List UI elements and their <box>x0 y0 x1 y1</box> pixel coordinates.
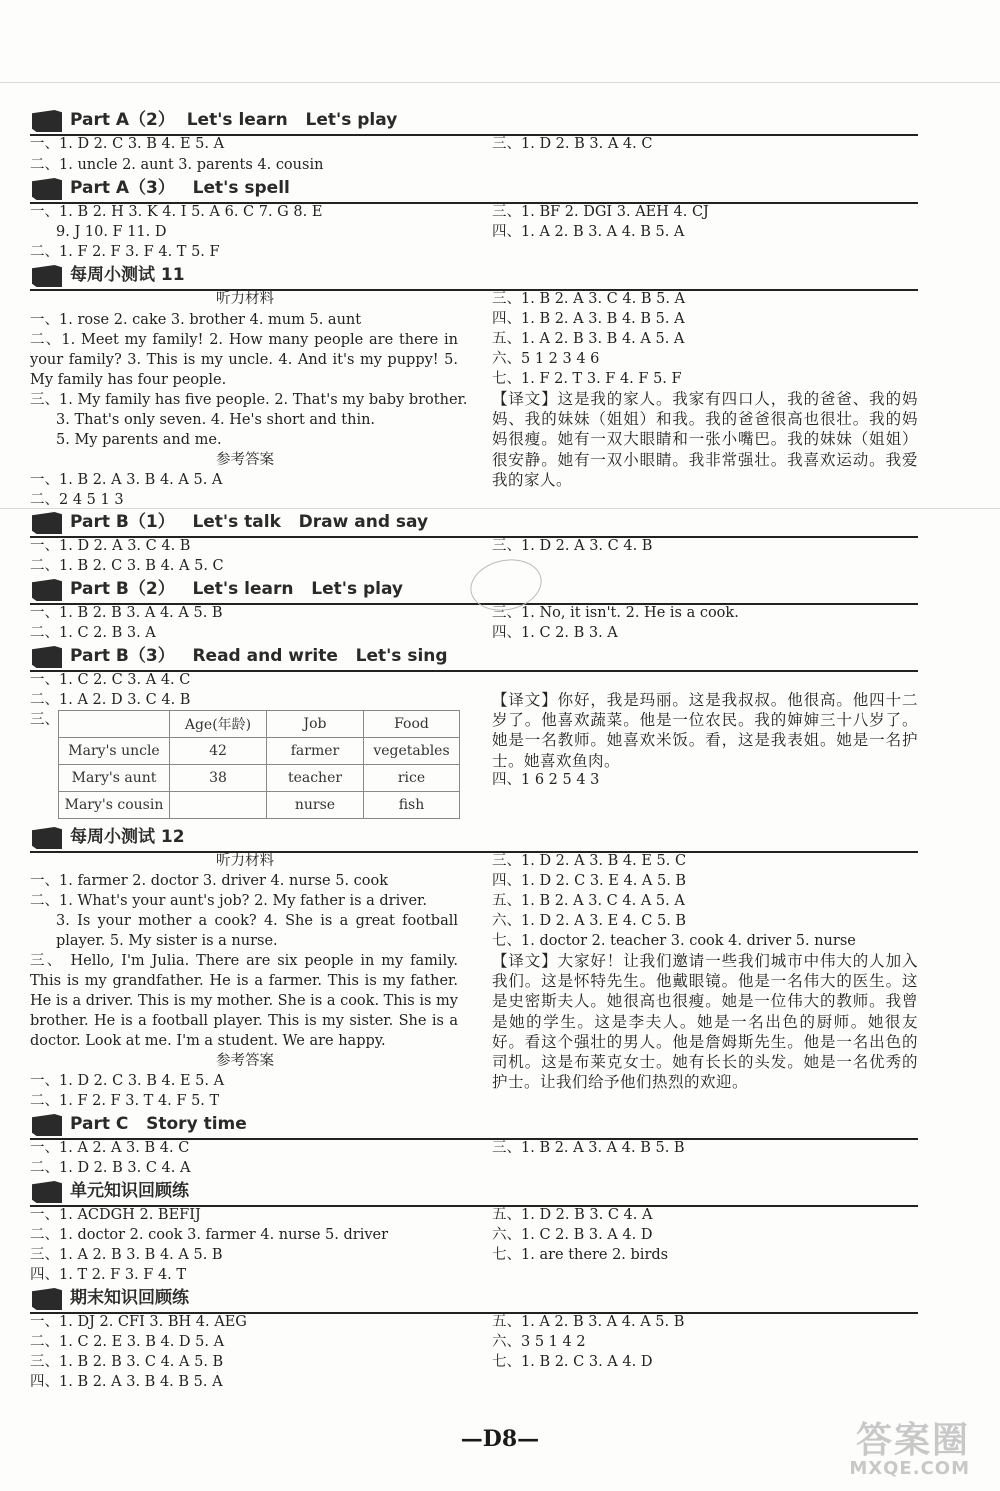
table-cell: fish <box>364 792 460 819</box>
section-title: Part A（2） Let's learn Let's play <box>70 110 398 130</box>
answer-line: 四、1. D 2. C 3. E 4. A 5. B <box>492 873 687 889</box>
table-cell: Job <box>267 711 364 738</box>
answers-heading: 参考答案 <box>216 1053 274 1069</box>
section-header <box>30 644 918 672</box>
answer-line: 四、1 6 2 5 4 3 <box>492 772 600 788</box>
answer-line: 三、1. BF 2. DGI 3. AEH 4. CJ <box>492 204 709 220</box>
listening-text: 二、1. Meet my family! 2. How many people are there in your family? 3. This is my uncle. 4. And it's my puppy! 5. My family has four people. <box>30 332 458 388</box>
flag-icon <box>32 178 62 200</box>
answer-line: 二、1. B 2. C 3. B 4. A 5. C <box>30 558 224 574</box>
answer-line: 三、1. B 2. A 3. A 4. B 5. B <box>492 1140 685 1156</box>
table-cell: Age(年龄) <box>170 711 267 738</box>
section-header <box>30 825 918 853</box>
answer-line: 二、1. F 2. F 3. T 4. F 5. T <box>30 1093 220 1109</box>
section-header <box>30 108 918 136</box>
watermark-url: MXQE.COM <box>849 1458 970 1479</box>
section-header <box>30 1179 918 1207</box>
answer-line: 一、1. B 2. B 3. A 4. A 5. B <box>30 605 223 621</box>
table-row <box>59 765 460 792</box>
answer-line: 三、1. B 2. B 3. C 4. A 5. B <box>30 1354 224 1370</box>
section-header <box>30 176 918 204</box>
answers-heading: 参考答案 <box>216 452 274 468</box>
answer-line: 一、1. D 2. C 3. B 4. E 5. A <box>30 1073 225 1089</box>
answer-line: 三、1. No, it isn't. 2. He is a cook. <box>492 605 739 621</box>
table-cell: Mary's cousin <box>59 792 170 819</box>
answer-line: 二、1. C 2. B 3. A <box>30 625 156 641</box>
answer-line: 三、1. D 2. B 3. A 4. C <box>492 136 653 152</box>
section-header <box>30 1286 918 1314</box>
answer-line: 六、5 1 2 3 4 6 <box>492 351 600 367</box>
watermark <box>800 1412 980 1482</box>
answer-line: 一、1. farmer 2. doctor 3. driver 4. nurse 5. cook <box>30 873 389 889</box>
answer-line: 一、1. ACDGH 2. BEFIJ <box>30 1207 201 1223</box>
table-row <box>59 792 460 819</box>
listening-heading: 听力材料 <box>216 291 274 307</box>
table-header-row <box>59 711 460 738</box>
answer-line: 五、1. D 2. B 3. C 4. A <box>492 1207 653 1223</box>
answer-line: 四、1. C 2. B 3. A <box>492 625 618 641</box>
page-number: —D8— <box>460 1426 540 1452</box>
answer-line: 三、1. D 2. A 3. B 4. E 5. C <box>492 853 687 869</box>
flag-icon <box>32 1181 62 1203</box>
answer-line: 二、1. F 2. F 3. F 4. T 5. F <box>30 244 220 260</box>
answer-line: 9. J 10. F 11. D <box>56 224 167 240</box>
section-header <box>30 510 918 538</box>
flag-icon <box>32 1288 62 1310</box>
table-cell: nurse <box>267 792 364 819</box>
section-header <box>30 263 918 291</box>
flag-icon <box>32 1114 62 1136</box>
answer-line: 四、1. A 2. B 3. A 4. B 5. A <box>492 224 685 240</box>
answer-line: 二、1. A 2. D 3. C 4. B <box>30 692 191 708</box>
answer-line: 五、1. A 2. B 3. A 4. A 5. B <box>492 1314 685 1330</box>
listening-text: 3. Is your mother a cook? 4. She is a great football player. 5. My sister is a nurse. <box>56 913 458 949</box>
answer-line: 七、1. B 2. C 3. A 4. D <box>492 1354 653 1370</box>
translation-text: 【译文】大家好！让我们邀请一些我们城市中伟大的人加入我们。这是怀特先生。他戴眼镜。他是一名伟大的医生。这是史密斯夫人。她很高也很瘦。她是一位伟大的教师。我曾是她的学生。这是李夫人。她是一名出色的厨师。她很友好。看这个强壮的男人。他是詹姆斯先生。他是一名出色的司机。这是布莱克女士。她有长长的头发。她是一名优秀的护士。让我们给予他们热烈的欢迎。 <box>492 952 918 1092</box>
answer-line: 七、1. F 2. T 3. F 4. F 5. F <box>492 371 682 387</box>
flag-icon <box>32 646 62 668</box>
answer-line: 六、1. C 2. B 3. A 4. D <box>492 1227 653 1243</box>
watermark-logo: 答案圈 <box>855 1420 970 1461</box>
answer-line: 六、3 5 1 4 2 <box>492 1334 586 1350</box>
section-title: 期末知识回顾练 <box>70 1288 189 1308</box>
table-row <box>59 738 460 765</box>
flag-icon <box>32 110 62 132</box>
answer-line: 一、1. B 2. A 3. B 4. A 5. A <box>30 472 223 488</box>
divider <box>0 508 1000 509</box>
answer-line: 二、2 4 5 1 3 <box>30 492 124 508</box>
listening-line: 二、1. What's your aunt's job? 2. My father is a driver. <box>30 893 427 909</box>
answer-line: 一、1. C 2. C 3. A 4. C <box>30 672 191 688</box>
translation-text: 【译文】你好，我是玛丽。这是我叔叔。他很高。他四十二岁了。他喜欢蔬菜。他是一位农民。我的婶婶三十八岁了。她是一名教师。她喜欢米饭。看，这是我表姐。她是一名护士。她喜欢鱼肉。 <box>492 691 918 770</box>
section-title: Part B（2） Let's learn Let's play <box>70 579 404 599</box>
top-rule <box>0 82 1000 83</box>
table-cell: Food <box>364 711 460 738</box>
answer-line: 二、1. uncle 2. aunt 3. parents 4. cousin <box>30 157 324 173</box>
flag-icon <box>32 512 62 534</box>
answer-line: 一、1. DJ 2. CFI 3. BH 4. AEG <box>30 1314 247 1330</box>
section-title: Part A（3） Let's spell <box>70 178 290 198</box>
listening-line: 三、1. My family has five people. 2. That's my baby brother. <box>30 392 468 408</box>
info-table <box>58 710 460 819</box>
table-cell: 38 <box>170 765 267 792</box>
section-title: Part B（1） Let's talk Draw and say <box>70 512 429 532</box>
table-cell <box>170 792 267 819</box>
flag-icon <box>32 827 62 849</box>
listening-heading: 听力材料 <box>216 853 274 869</box>
flag-icon <box>32 265 62 287</box>
answer-line: 一、1. B 2. H 3. K 4. I 5. A 6. C 7. G 8. E <box>30 204 323 220</box>
answer-line: 一、1. D 2. A 3. C 4. B <box>30 538 191 554</box>
answer-line: 二、1. C 2. E 3. B 4. D 5. A <box>30 1334 225 1350</box>
answer-line: 一、1. rose 2. cake 3. brother 4. mum 5. aunt <box>30 312 362 328</box>
table-cell: 42 <box>170 738 267 765</box>
answer-line: 六、1. D 2. A 3. E 4. C 5. B <box>492 913 687 929</box>
answer-line: 三、1. A 2. B 3. B 4. A 5. B <box>30 1247 223 1263</box>
table-cell: Mary's uncle <box>59 738 170 765</box>
table-cell: rice <box>364 765 460 792</box>
answer-line: 七、1. doctor 2. teacher 3. cook 4. driver 5. nurse <box>492 933 856 949</box>
listening-line: 5. My parents and me. <box>56 432 222 448</box>
listening-line: 3. That's only seven. 4. He's short and thin. <box>56 412 376 428</box>
answer-line: 三、1. D 2. A 3. C 4. B <box>492 538 653 554</box>
answer-line: 四、1. B 2. A 3. B 4. B 5. A <box>492 311 685 327</box>
section-title: 单元知识回顾练 <box>70 1181 189 1201</box>
table-cell: teacher <box>267 765 364 792</box>
answer-line: 二、1. doctor 2. cook 3. farmer 4. nurse 5. driver <box>30 1227 389 1243</box>
answer-line: 一、1. D 2. C 3. B 4. E 5. A <box>30 136 225 152</box>
answer-line: 三、 <box>30 712 59 728</box>
section-title: Part B（3） Read and write Let's sing <box>70 646 448 666</box>
section-title: 每周小测试 12 <box>70 827 185 847</box>
table-cell <box>59 711 170 738</box>
section-header <box>30 1112 918 1140</box>
table-cell: farmer <box>267 738 364 765</box>
answer-line: 四、1. T 2. F 3. F 4. T <box>30 1267 187 1283</box>
flag-icon <box>32 579 62 601</box>
answer-line: 三、1. B 2. A 3. C 4. B 5. A <box>492 291 686 307</box>
table-cell: Mary's aunt <box>59 765 170 792</box>
table-cell: vegetables <box>364 738 460 765</box>
translation-text: 【译文】这是我的家人。我家有四口人，我的爸爸、我的妈妈、我的妹妹（姐姐）和我。我的爸爸很高也很壮。我的妈妈很瘦。她有一双大眼睛和一张小嘴巴。我的妹妹（姐姐）很安静。她有一双小眼睛。我非常强壮。我喜欢运动。我爱我的家人。 <box>492 390 918 489</box>
answer-line: 二、1. D 2. B 3. C 4. A <box>30 1160 191 1176</box>
section-title: Part C Story time <box>70 1114 247 1134</box>
answer-line: 五、1. B 2. A 3. C 4. A 5. A <box>492 893 685 909</box>
listening-text: 三、 Hello, I'm Julia. There are six people in my family. This is my grandfather. He is a farmer. This is my father. He is a driver. This is my mother. She is a cook. This is my brother. He is a football player. This is my sister. She is a doctor. Look at me. I'm a student. We are happy. <box>30 953 458 1049</box>
answer-line: 七、1. are there 2. birds <box>492 1247 669 1263</box>
answer-line: 五、1. A 2. B 3. B 4. A 5. A <box>492 331 685 347</box>
section-title: 每周小测试 11 <box>70 265 185 285</box>
answer-line: 一、1. A 2. A 3. B 4. C <box>30 1140 190 1156</box>
answer-line: 四、1. B 2. A 3. B 4. B 5. A <box>30 1374 223 1390</box>
